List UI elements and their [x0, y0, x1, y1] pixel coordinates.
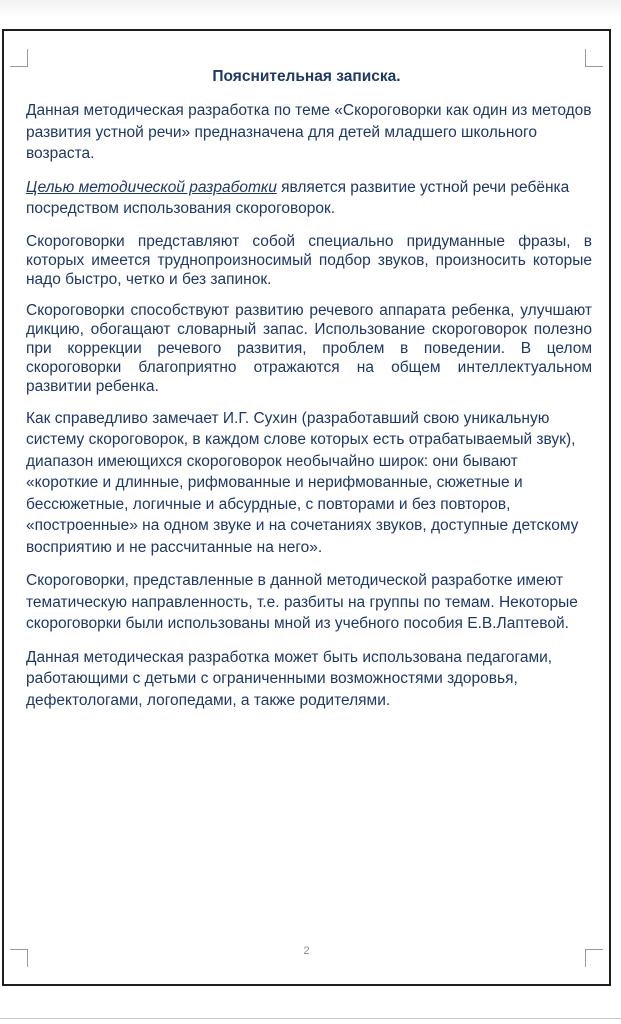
goal-emphasis: Целью методической разработки	[26, 178, 277, 196]
paragraph-audience: Данная методическая разработка может быть использована педагогами, работающими с детьми с ограниченными возможностями здоровья, дефектологами, логопедами, а также родителями.	[26, 648, 553, 709]
document-page	[2, 29, 611, 986]
document-body	[26, 100, 592, 723]
paragraph-goal	[26, 177, 592, 220]
goal-text: является развитие устной речи ребёнка посредством использования скороговорок.	[26, 178, 570, 217]
corner-mark-top-right	[585, 49, 603, 67]
page-number: 2	[303, 945, 310, 957]
top-shadow	[0, 0, 621, 18]
document-title: Пояснительная записка.	[212, 68, 401, 85]
paragraph-themes: Скороговорки, представленные в данной методической разработке имеют тематическую направленность, т.е. разбиты на группы по темам. Некоторые скороговорки были использованы мной из учебного пособия Е.В.Лаптевой.	[26, 572, 578, 632]
paragraph-benefits: Скороговорки способствуют развитию речевого аппарата ребенка, улучшают дикцию, обогащают словарный запас. Использование скороговорок полезно при коррекции речевого развития, проблем в поведении. В целом скороговорки благоприятно отражаются на общем интеллектуальном развитии ребенка.	[26, 301, 592, 395]
paragraph-sukhin: Как справедливо замечает И.Г. Сухин (разработавший свою уникальную систему скороговорок, в каждом слове которых есть отрабатываемый звук), диапазон имеющихся скороговорок необычайно широк: они бывают «короткие и длинные, рифмованные и нерифмованные, сюжетные и бессюжетные, логичные и абсурдные, с повторами и без повторов, «построенные» на одном звуке и на сочетаниях звуков, доступные детскому восприятию и не рассчитанные на него».	[26, 409, 579, 556]
bottom-divider	[0, 1018, 621, 1019]
paragraph-definition: Скороговорки представляют собой специально придуманные фразы, в которых имеется труднопроизносимый подбор звуков, произносить которые надо быстро, четко и без запинок.	[26, 232, 592, 288]
corner-mark-top-left	[10, 49, 28, 67]
paragraph-intro: Данная методическая разработка по теме «Скороговорки как один из методов развития устной речи» предназначена для детей младшего школьного возраста.	[26, 102, 592, 162]
